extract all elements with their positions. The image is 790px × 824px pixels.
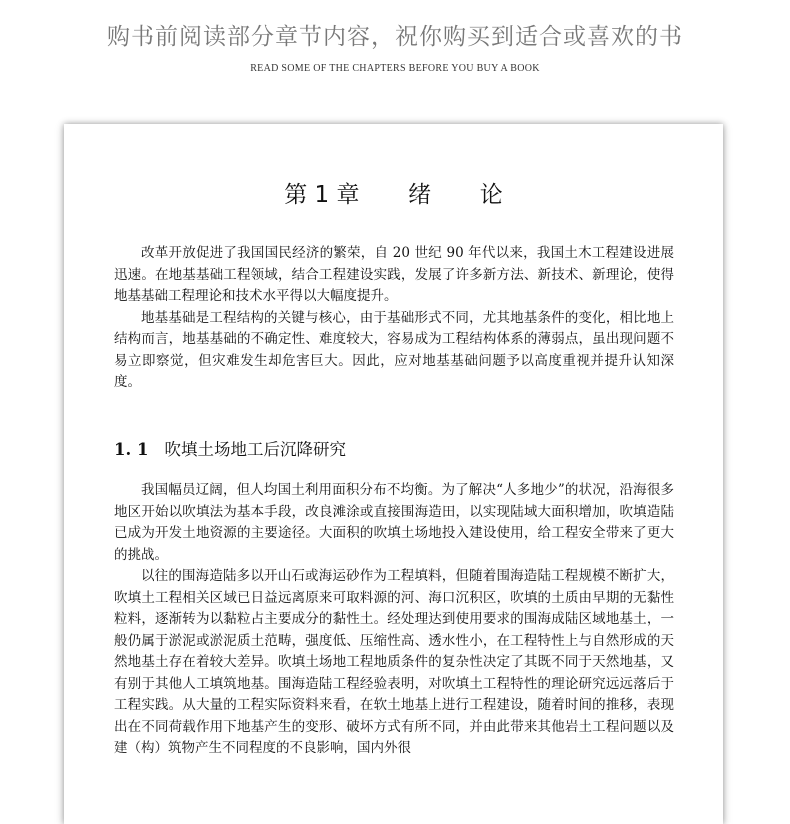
chapter-title (64, 176, 723, 209)
page-header-subtitle: READ SOME OF THE CHAPTERS BEFORE YOU BUY A BOOK (250, 63, 540, 74)
intro-text (114, 243, 674, 394)
section-paragraph: 我国幅员辽阔，但人均国土利用面积分布不均衡。为了解决“人多地少”的状况，沿海很多地区开始以吹填法为基本手段，改良滩涂或直接围海造田，以实现陆域大面积增加，吹填造陆已成为开发土地资源的主要途径。大面积的吹填土场地投入建设使用，给工程安全带来了更大的挑战。 (114, 482, 674, 563)
chapter-label: 第 1 章 (284, 182, 360, 208)
intro-paragraph: 地基基础是工程结构的关键与核心，由于基础形式不同，尤其地基条件的变化，相比地上结构而言，地基基础的不确定性、难度较大，容易成为工程结构体系的薄弱点，虽出现问题不易立即察觉，但灾难发生却危害巨大。因此，应对地基基础问题予以高度重视并提升认知深度。 (114, 309, 674, 390)
page-header-title: 购书前阅读部分章节内容，祝你购买到适合或喜欢的书 (107, 24, 683, 50)
section-paragraph: 以往的围海造陆多以开山石或海运砂作为工程填料，但随着围海造陆工程规模不断扩大，吹填土工程相关区域已日益远离原来可取料源的河、海口沉积区，吹填的土质由早期的无黏性粒料，逐渐转为以黏粒占主要成分的黏性土。经处理达到使用要求的围海成陆区域地基土，一般仍属于淤泥或淤泥质土范畴，强度低、压缩性高、透水性小，在工程特性上与自然形成的天然地基土存在着较大差异。吹填土场地工程地质条件的复杂性决定了其既不同于天然地基，又有别于其他人工填筑地基。围海造陆工程经验表明，对吹填土工程特性的理论研究远远落后于工程实践。从大量的工程实际资料来看，在软土地基上进行工程建设，随着时间的推移，表现出在不同荷载作用下地基产生的变形、破坏方式有所不同，并由此带来其他岩土工程问题以及建（构）筑物产生不同程度的不良影响，国内外很 (114, 568, 674, 756)
chapter-title-char-1: 绪 (408, 182, 432, 208)
intro-paragraph: 改革开放促进了我国国民经济的繁荣，自 20 世纪 90 年代以来，我国土木工程建设进展迅速。在地基基础工程领域，结合工程建设实践，发展了许多新方法、新技术、新理论，使得地基基础工程理论和技术水平得以大幅度提升。 (114, 245, 674, 304)
chapter-title-char-2: 论 (479, 182, 503, 208)
section-heading (114, 436, 346, 460)
section-number: 1. 1 (114, 440, 149, 459)
section-text (114, 480, 674, 760)
section-title: 吹填土场地工后沉降研究 (164, 440, 346, 459)
book-page (64, 124, 723, 824)
